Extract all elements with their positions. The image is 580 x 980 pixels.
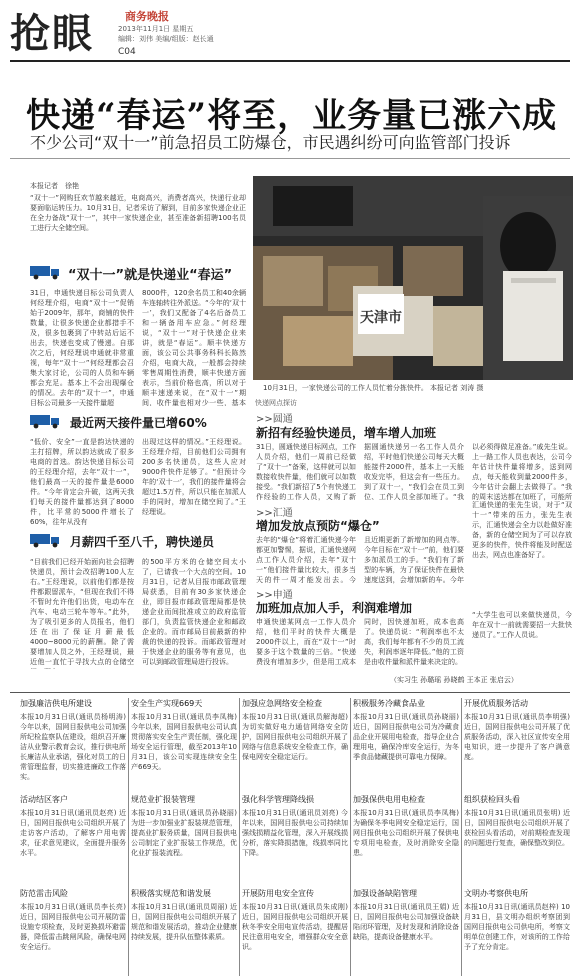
- article-credits: （实习生 孙璐瑶 孙晓鹤 王本正 张启云）: [390, 676, 518, 684]
- article-3-col-3: “大学生也可以来做快递员，今年在双十一前就需要招一大批快递员了。”工作人员说。: [472, 611, 572, 639]
- brief-text: 本报10月31日讯(通讯员李长亮) 近日，国网目报供电公司开展防雷设施专项检查，及时更换损坏避雷器，降低雷击跳闸风险，确保电网安全运行。: [20, 903, 126, 951]
- column-divider: [128, 698, 129, 976]
- brief-text: 本报10月31日讯(通讯员孙晓丽) 为进一步加强业扩报装规范管理，提高业扩服务质量，国网目报供电公司制定了业扩报装工作规范，优化业扩报装流程。: [131, 809, 237, 857]
- masthead-meta: [118, 24, 214, 44]
- brief-title: 规范业扩报装管理: [131, 795, 195, 804]
- brief-text: 本报10月31日讯(通讯员杨明涛) 今年以来，国网目报供电公司加强所纪检监察队伍建设，组织召开廉洁从业警示教育会议，推行供电所长廉洁从业承诺，强化对员工的日常管理监督，切实推进廉政工作落实。: [20, 713, 126, 781]
- article-tag-1: >>圆通: [256, 414, 293, 425]
- brief-item: [353, 698, 459, 790]
- brief-text: 本报10月31日讯(通讯员赵梓) 10月31日，县文明办组织考察团到国网目报供电公司供电所，考察文明单位创建工作，对该所的工作给予了充分肯定。: [464, 903, 570, 951]
- brief-text: 本报10月31日讯(通讯员李凤梅) 为确保冬季电网安全稳定运行，国网目报供电公司组织开展了保供电专项用电检查，及时消除安全隐患。: [353, 809, 459, 857]
- brief-item: [131, 794, 237, 884]
- masthead-rule: [10, 60, 570, 62]
- brief-text: 本报10月31日讯(通讯员赵亮) 近日，国网目报供电公司组织开展了走访客户活动，了解客户用电需求，征求意见建议，全面提升服务水平。: [20, 809, 126, 857]
- photo-caption: 10月31日，一家快递公司的工作人员忙着分拣快件。 本报记者 刘涛 摄: [263, 384, 484, 392]
- brief-item: [131, 698, 237, 790]
- article-3-col-2: 同时，因快递加班，成本也高了。快递员说：“利润率也不太高，我们每年都有不少的员工流失，利润率逐年降低。”他的工资是由收件量和派件量来决定的。: [364, 618, 464, 666]
- brief-text: 本报10月31日讯(通讯员周丽) 近日，国网目报供电公司组织开展了规范和谐发展活动，推动企业健康持续发展，提升队伍整体素质。: [131, 903, 237, 941]
- column-divider: [350, 698, 351, 976]
- article-2-col-3: 汇通快递的张先生说，对于“双十一”带来的压力，张先生表示，汇通快递会全力以赴做好准备，新的仓储空间为了可以存放更多的快件，快件将能及时配送出去，网点也准备好了。: [472, 501, 572, 559]
- brief-title: 积极落实规范和谐发展: [131, 889, 211, 898]
- subheadline: 不少公司“双十一”前急招员工防爆仓，市民遇纠纷可向监管部门投诉: [30, 133, 511, 152]
- article-1-col-2: 据圆通快递另一名工作人员介绍，平时他们快递公司每天大概能接件2000件，基本上一天能收发完毕，但这会有一些压力。到了双十一，“我们会在员工到位、工作人员全部加班了。“我: [364, 443, 464, 501]
- brief-item: [242, 888, 348, 976]
- brief-title: 加强廉洁供电所建设: [20, 699, 92, 708]
- article-2-col-1: 去年的“爆仓”将着汇通快递今年都更加警惕，据说，汇通快递网点工作人员介绍，去年“双十一”他们接件量比较大，很多当天的件一周才能发出去。今: [256, 536, 356, 584]
- brief-item: [464, 698, 570, 790]
- briefs-grid: [20, 698, 570, 980]
- package-sign: 天津市: [360, 310, 402, 326]
- section-1-col-2: 8000件，120余名员工和40余辆车连轴转往外派送。“今年的‘双十一’，我们又配备了4名后备员工和一辆备用车应急。”何经理说，“双十一”对于快递企业来讲，就是“春运”。顺丰快递方面，该公司公共事务科科长陈然介绍，电商大战，一般都会持续零售周期性消费，顺丰快递方面表示，当前价格也高，所以对于顺丰速递来说，在“双十一”期间，收件量也相对少一些，基本: [142, 289, 246, 406]
- brief-item: [20, 794, 126, 884]
- news-photo: [253, 176, 573, 380]
- lead-text: “双十一”网购狂欢节越来越近，电商高兴，消费者高兴，快递行业却要面临运转压力。10月31日，记者采访了解到，目前多家快递企业正在全力备战“双十一”，其中一家快递企业，甚至准备新招聘100名员工进行大全储空间。: [30, 194, 246, 232]
- article-3-col-1: 申通快递某网点一工作人员介绍，他们平时的快件大概是2000件以上，而在“双十一”时要多于这个数量的三倍。“快递费没有增加多少，但是用工成本: [256, 618, 356, 666]
- article-1-col-3: 以必须得做足准备。”戚先生说。上一路工作人员也表达，公司今年估计快件量将增多，送到网点，每天能收到量2000件多，今年估计会翻上去做得了。“我的周末送达都在加班了，可能所: [472, 443, 572, 501]
- brief-text: 本报10月31日讯(通讯员刘亮) 今年以来，国网目报供电公司持续加强线损精益化管理，深入开展线损分析，落实降损措施，线损率同比下降。: [242, 809, 348, 857]
- brief-item: [353, 888, 459, 976]
- brief-item: [131, 888, 237, 976]
- section-1-col-1: 31日，申通快递目标公司负责人何经理介绍，电商“双十一”促销始于2009年，那年，商铺的快件数量，让很多快递企业都措手不及，很多包裹到了中转站后运不出去，快递也变成了慢递。自那次之后，何经理说申通就非常重视，每年“双十一”何经理都会召集大家讨论，公司的人员和车辆都会充足。基本上不会出现爆仓的情况。去年的“双十一”，申通目标公司最多一天接件量超: [30, 289, 134, 406]
- page-code: C04: [118, 47, 136, 57]
- article-title-1: 新招有经验快递员，增车增人加班: [256, 426, 437, 440]
- brief-text: 本报10月31日讯(通讯员王娟) 近日，国网目报供电公司加强设备缺陷闭环管理，及时发现和消除设备缺陷，提高设备健康水平。: [353, 903, 459, 941]
- brief-title: 活动结区客户: [20, 795, 68, 804]
- brief-title: 强化科学管理降线损: [242, 795, 314, 804]
- brief-text: 本报10月31日讯(通讯员李凤梅) 今年以来，国网目报供电公司认真贯彻落实安全生产责任制，强化现场安全运行管理，截至2013年10月31日，该公司实现连续安全生产669天。: [131, 713, 237, 771]
- section-header-2: [30, 412, 246, 430]
- section-title-3: 月薪四千至八千，聘快递员: [70, 535, 215, 549]
- brief-text: 本报10月31日讯(通讯员孙晓丽) 近日，国网目报供电公司为冷藏食品企业开展用电检查，指导企业合理用电，确保冷库安全运行，为冬季食品储藏提供可靠电力保障。: [353, 713, 459, 761]
- brief-item: [20, 698, 126, 790]
- section-title-1: “双十一”就是快递业“春运”: [68, 268, 233, 283]
- brief-item: [242, 698, 348, 790]
- brief-title: 组织获检回头看: [464, 795, 520, 804]
- section-3-col-2: 的500平方米的仓储空间太小了，已请我一个大点的空间。10月31日，记者从目报市邮政管理局获悉，目前有30多家快递企业，即目报市邮政管理局都是快递企业而间批准或立的政府监管部门，负责监管快递企业和邮政企业的。而市邮局目前最新的仲裁的快递的投诉。而邮政管理对于快递企业的服务等有意见，也可以到邮政管理局进行投诉。: [142, 558, 246, 666]
- brief-title: 防范雷击风险: [20, 889, 68, 898]
- brief-item: [464, 888, 570, 976]
- brief-item: [20, 888, 126, 976]
- truck-icon: [30, 413, 62, 429]
- brief-title: 加强应急网络安全检查: [242, 699, 322, 708]
- article-tag-2: >>汇通: [256, 508, 293, 519]
- brief-item: [464, 794, 570, 884]
- article-2-col-2: 且近期更新了新增加的网点等。今年目标在“双十一”前，他们要多加派员工的手。“我们有了新型的车辆，为了保证快件在最快速度送到，会增加新的车。今年: [364, 536, 464, 584]
- column-divider: [239, 698, 240, 976]
- section-2-col-1: “低价、安全”一直是韵达快递的主打招牌，所以韵达就成了很多电商的首选。韵达快递目标公司的王经理介绍，去年“双十一”，他们最高一天的接件量是6000件。“今年肯定会升破，这两天我们每天的接件量都达到了8000件，比平常的5000件增长了60%，往年从没有: [30, 438, 134, 526]
- section-header-1: [30, 262, 246, 282]
- section-title: 抢眼: [10, 10, 94, 57]
- brief-title: 安全生产实现669天: [131, 699, 203, 708]
- column-divider: [461, 698, 462, 976]
- article-title-3: 加班加点加人手，利润难增加: [256, 601, 413, 615]
- section-title-2: 最近两天接件量已增60%: [70, 416, 207, 430]
- section-header-3: [30, 530, 246, 550]
- article-1-col-1: 31日，圆通快递目标网点，工作人员介绍，他们一周前已经做了“双十一”备案，这样就可以如数接收快件量，他们就可以如数接受。“我们新招了5个有快递工作经验的工作人员，又购了新: [256, 443, 356, 501]
- truck-icon: [30, 532, 62, 548]
- headline: 快递“春运”将至，业务量已涨六成: [26, 96, 558, 136]
- byline: 本报记者 徐艳: [30, 182, 79, 190]
- brief-title: 开展防用电安全宣传: [242, 889, 314, 898]
- brief-title: 文明办考察供电所: [464, 889, 528, 898]
- section-2-col-2: 出现过这样的情况。”王经理说。王经理介绍，目前他们公司拥有200多名快递员，这些人应对9000件快件足够了。“但预计今年的‘双十一’，我们的接件量将会超过1.5万件，所以只能在加派人手的同时，增加在储空间了。”王经理说。: [142, 438, 246, 516]
- photo-section-label: 快递网点探访: [255, 399, 297, 407]
- truck-icon: [30, 264, 62, 280]
- brief-title: 开展优质服务活动: [464, 699, 528, 708]
- warehouse-photo: [253, 176, 573, 380]
- article-title-2: 增加发放点预防“爆仓”: [256, 519, 380, 533]
- brief-text: 本报10月31日讯(通讯员张明) 近日，国网目报供电公司组织开展了获检回头看活动，对前期检查发现的问题进行复查，确保整改到位。: [464, 809, 570, 847]
- brief-title: 积极服务冷藏食品业: [353, 699, 425, 708]
- section-3-col-1: “目前我们已经开始面向社会招聘快递员，预计会改招聘100人左右。”王经理说，以前他们都是按件都跟留派车，“但现在我们不得不暂时允许他们出货，电动车在汽车、电动三轮车等车。”此外，为了吸引更多的人员报名，他们还在出了保证月薪最低4000~8000元的薪酬。除了需要增加人员之外，王经理说，最近他一直忙于寻找大点的仓储空: [30, 558, 134, 666]
- brief-title: 加强保供电用电检查: [353, 795, 425, 804]
- divider: [10, 158, 570, 159]
- editor-line: 编辑：刘伟 美编/组版：赵长通: [118, 35, 214, 43]
- bottom-divider: [10, 692, 570, 693]
- brief-title: 加强设备缺陷管理: [353, 889, 417, 898]
- brief-item: [242, 794, 348, 884]
- date-line: 2013年11月1日 星期五: [118, 25, 194, 33]
- article-tag-3: >>申通: [256, 590, 293, 601]
- brief-item: [353, 794, 459, 884]
- brief-text: 本报10月31日讯(通讯员李明强) 近日，国网目报供电公司开展了优质服务活动，深入社区宣传安全用电知识，进一步提升了客户满意度。: [464, 713, 570, 761]
- brief-text: 本报10月31日讯(通讯员解海超) 为切实做好电力通信网络安全防护，国网目报供电公司组织开展了网络与信息系统安全检查工作，确保电网安全稳定运行。: [242, 713, 348, 761]
- brief-text: 本报10月31日讯(通讯员朱成刚) 近日，国网目报供电公司组织开展秋冬季安全用电宣传活动，提醒居民注意用电安全，增强群众安全意识。: [242, 903, 348, 951]
- paper-name: 商务晚报: [125, 10, 169, 23]
